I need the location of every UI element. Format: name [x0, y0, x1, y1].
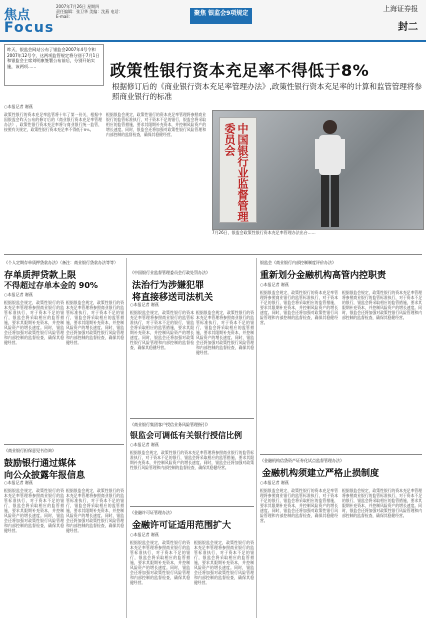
section-divider [4, 254, 422, 255]
article-4-divider [4, 444, 124, 445]
main-subhead: 根据修订后的《商业银行资本充足率管理办法》,政策性银行资本充足率的计算和监管管理将参照商业银行的标准 [112, 82, 422, 101]
article-2-headline: 法治行为涉嫌犯罪 [132, 281, 205, 291]
article-1-body-b: 根据银监会规定，政策性银行的资本充足率管理将参照商业银行的监管标准执行，对于资本不足的银行，银监会将采取相应的监管措施，要求其限期补充资本，并控制风险资产的增长速度。同时，银监会还将加强对政策性银行风险管理和内部控制的监督检查，确保其稳健经营。 [66, 300, 124, 345]
topic-badge: 聚焦 银监会9项规定 [190, 8, 252, 24]
article-7-kicker: 《金融许可证管理办法》 [130, 510, 174, 515]
article-2-subline: 将直接移送司法机关 [132, 293, 214, 303]
article-1-kicker: 《个人定期存单质押贷款办法》（备注：商业银行贷款办法等等） [4, 260, 118, 265]
article-4-kicker: 《商业银行担保意见书咨询》 [4, 448, 56, 453]
issue-date: 2007年7月26日 星期四 [56, 4, 100, 9]
article-1-subline: 不得超过存单本金的 90% [4, 281, 98, 290]
regulator-sign-text: 中国银行业监督管理委员会 [223, 123, 249, 222]
paper-name: 上海证券报 [383, 5, 418, 13]
main-lede-column: 政策性银行的资本充足率监管将十年了第一份关，根据中国银监会昨天公布的修订后的《商业银行资本充足率管理办法》，政策性银行资本充足率将与商业银行统一监管，按照有关规定，政策性银行资本充足率不得低于8%。 [4, 112, 102, 132]
photo-caption: 7月26日，银监会政策性银行资本充足率管理办法出台…… [212, 230, 316, 235]
main-headline: 政策性银行资本充足率不得低于8% [110, 61, 370, 80]
article-4-subline: 向公众披露年报信息 [4, 471, 86, 481]
article-2-body-b: 根据银监会规定，政策性银行的资本充足率管理将参照商业银行的监管标准执行，对于资本不足的银行，银监会将采取相应的监管措施，要求其限期补充资本，并控制风险资产的增长速度。同时，银监会还将加强对政策性银行风险管理和内部控制的监督检查，确保其稳健经营。 [196, 310, 254, 355]
article-3-body-b: 根据银监会规定，政策性银行的资本充足率管理将参照商业银行的监管标准执行，对于资本不足的银行，银监会将采取相应的监管措施，要求其限期补充资本，并控制风险资产的增长速度。同时，银监会还将加强对政策性银行风险管理和内部控制的监督检查，确保其稳健经营。 [342, 290, 422, 320]
section-title-cn: 焦点 [4, 8, 31, 23]
issue-email: E-mail： [56, 14, 73, 19]
column-divider-1 [126, 258, 127, 618]
issue-meta [56, 4, 166, 19]
article-6-divider [260, 454, 422, 455]
article-4-headline: 鼓励银行通过媒体 [4, 459, 77, 469]
lead-summary-box: 昨天，银监会网站公布了银监会2007年4号令和2007年12号令，这两项监管规定将分别于7月1日和银监会主席刘明康签署公布前后，分别开始实施，该两项…… [4, 44, 104, 86]
article-6-byline: ○本报记者 谢燕 [260, 480, 289, 485]
article-7-body-a: 根据银监会规定，政策性银行的资本充足率管理将参照商业银行的监管标准执行，对于资本不足的银行，银监会将采取相应的监管措施，要求其限期补充资本，并控制风险资产的增长速度。同时，银监会还将加强对政策性银行风险管理和内部控制的监督检查，确保其稳健经营。 [130, 540, 190, 585]
article-1-headline: 存单质押贷款上限 [4, 271, 77, 281]
article-4-byline: ○本报记者 谢燕 [4, 480, 33, 485]
article-5-headline: 银监会可调低有关银行授信比例 [130, 431, 242, 440]
article-7-byline: ○本报记者 谢燕 [130, 532, 159, 537]
article-7-body-b: 根据银监会规定，政策性银行的资本充足率管理将参照商业银行的监管标准执行，对于资本不足的银行，银监会将采取相应的监管措施，要求其限期补充资本，并控制风险资产的增长速度。同时，银监会还将加强对政策性银行风险管理和内部控制的监督检查，确保其稳健经营。 [194, 540, 254, 585]
main-byline: ○本报记者 谢燕 [4, 104, 33, 109]
article-5-kicker: 《商业银行集团客户授信业务风险管理指引》 [130, 422, 210, 427]
article-4-body-b: 根据银监会规定，政策性银行的资本充足率管理将参照商业银行的监管标准执行，对于资本不足的银行，银监会将采取相应的监管措施，要求其限期补充资本，并控制风险资产的增长速度。同时，银监会还将加强对政策性银行风险管理和内部控制的监督检查，确保其稳健经营。 [66, 488, 124, 533]
article-6-body-a: 根据银监会规定，政策性银行的资本充足率管理将参照商业银行的监管标准执行，对于资本不足的银行，银监会将采取相应的监管措施，要求其限期补充资本，并控制风险资产的增长速度。同时，银监会还将加强对政策性银行风险管理和内部控制的监督检查，确保其稳健经营。 [260, 488, 338, 523]
article-7-headline: 金融许可证适用范围扩大 [132, 521, 232, 531]
article-4-body-a: 根据银监会规定，政策性银行的资本充足率管理将参照商业银行的监管标准执行，对于资本不足的银行，银监会将采取相应的监管措施，要求其限期补充资本，并控制风险资产的增长速度。同时，银监会还将加强对政策性银行风险管理和内部控制的监督检查，确保其稳健经营。 [4, 488, 64, 533]
page-name: 封二 [398, 22, 418, 33]
article-3-body-a: 根据银监会规定，政策性银行的资本充足率管理将参照商业银行的监管标准执行，对于资本不足的银行，银监会将采取相应的监管措施，要求其限期补充资本，并控制风险资产的增长速度。同时，银监会还将加强对政策性银行风险管理和内部控制的监督检查，确保其稳健经营。 [260, 290, 338, 325]
column-divider-2 [256, 258, 257, 618]
article-2-byline: ○本报记者 谢燕 [130, 302, 159, 307]
article-7-divider [130, 506, 254, 507]
article-5-byline: ○本报记者 谢燕 [130, 442, 159, 447]
main-body-column-2: 根据银监会规定，政策性银行的资本充足率管理将参照商业银行的监管标准执行，对于资本不足的银行，银监会将采取相应的监管措施，要求其限期补充资本，并控制风险资产的增长速度。同时，银监会还将加强对政策性银行风险管理和内部控制的监督检查，确保其稳健经营。 [106, 112, 206, 137]
article-3-byline: ○本报记者 谢燕 [260, 282, 289, 287]
article-2-body-a: 根据银监会规定，政策性银行的资本充足率管理将参照商业银行的监管标准执行，对于资本不足的银行，银监会将采取相应的监管措施，要求其限期补充资本，并控制风险资产的增长速度。同时，银监会还将加强对政策性银行风险管理和内部控制的监督检查，确保其稳健经营。 [130, 310, 194, 350]
article-1-byline: ○本报记者 谢燕 [4, 292, 33, 297]
section-title-en: Focus [4, 20, 55, 36]
article-6-kicker: 《金融机构信贷资产证券化试点监督管理办法》 [260, 458, 344, 463]
article-3-kicker: 银监会《商业银行内部控制制度评价办法》 [260, 260, 336, 265]
issue-editor: 责任编辑：张卫华 美编：沈燕 电话： [56, 9, 123, 14]
article-1-body-a: 根据银监会规定，政策性银行的资本充足率管理将参照商业银行的监管标准执行，对于资本不足的银行，银监会将采取相应的监管措施，要求其限期补充资本，并控制风险资产的增长速度。同时，银监会还将加强对政策性银行风险管理和内部控制的监督检查，确保其稳健经营。 [4, 300, 64, 345]
article-2-kicker: 《中国银行业监督管理委员会行政处罚办法》 [130, 270, 210, 275]
article-5-divider [130, 418, 254, 419]
article-6-body-b: 根据银监会规定，政策性银行的资本充足率管理将参照商业银行的监管标准执行，对于资本不足的银行，银监会将采取相应的监管措施，要求其限期补充资本，并控制风险资产的增长速度。同时，银监会还将加强对政策性银行风险管理和内部控制的监督检查，确保其稳健经营。 [342, 488, 422, 518]
article-6-headline: 金融机构须建立严格止损制度 [262, 469, 380, 479]
article-5-body: 根据银监会规定，政策性银行的资本充足率管理将参照商业银行的监管标准执行，对于资本不足的银行，银监会将采取相应的监管措施，要求其限期补充资本，并控制风险资产的增长速度。同时，银监会还将加强对政策性银行风险管理和内部控制的监督检查，确保其稳健经营。 [130, 450, 254, 470]
news-photo [212, 110, 424, 230]
article-3-headline: 重新划分金融机构高管内控职责 [260, 271, 387, 281]
person-figure [313, 117, 347, 229]
